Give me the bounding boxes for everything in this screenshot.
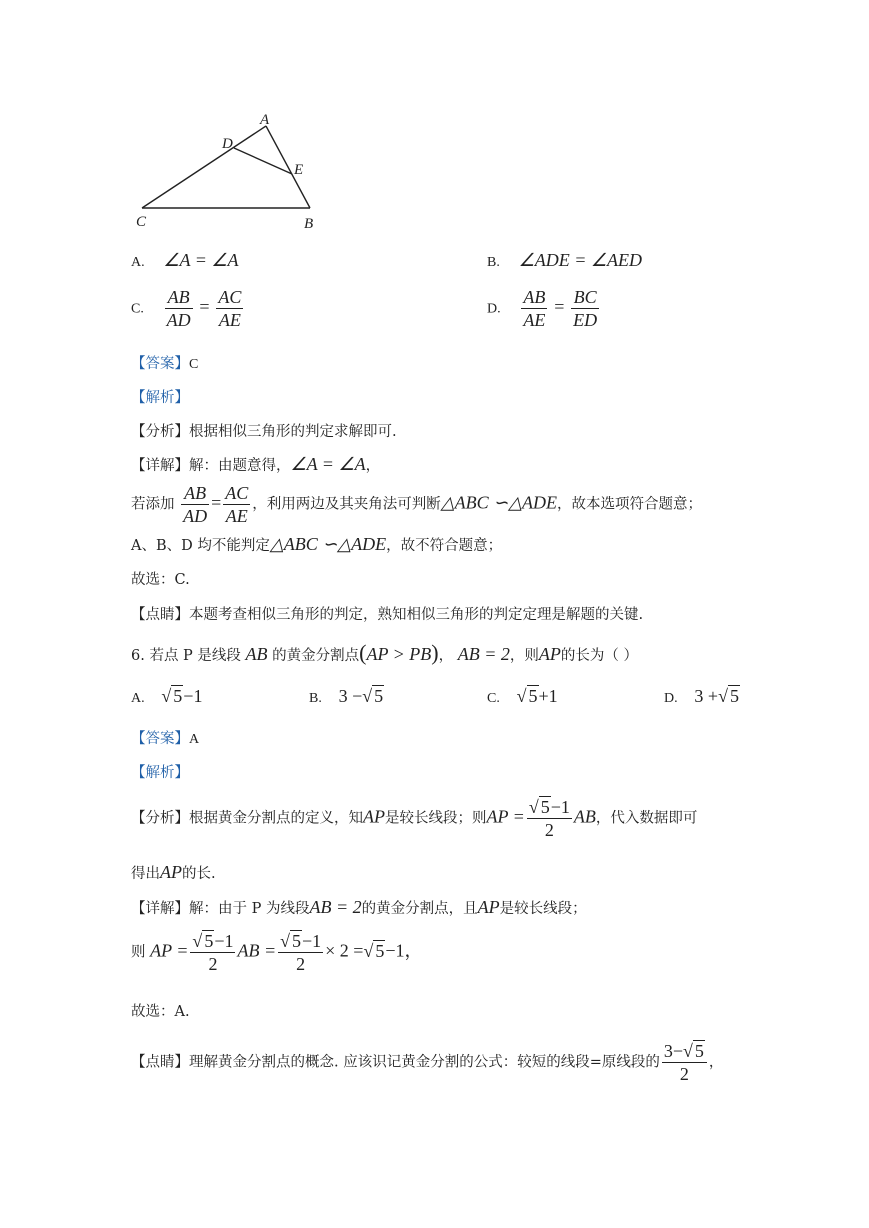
fenxi-ap: AP (363, 806, 385, 827)
q6-answer (131, 727, 199, 748)
sqrt-arg: 5 (528, 686, 538, 706)
frac-num-tail: −1 (214, 931, 234, 951)
similar-triangles: △ABC ∽△ADE (440, 492, 558, 513)
calc-pre: 则 (131, 944, 146, 961)
q6-option-d: D. 3 +√ 5 (664, 686, 739, 706)
option-label: A. (131, 691, 145, 706)
calc-ab: AB = (237, 940, 277, 961)
sqrt-arg: 5 (375, 940, 385, 961)
q6-option-c: C. √ 5+1 (487, 686, 558, 706)
sqrt-arg: 5 (204, 931, 214, 951)
triangle-figure (130, 108, 330, 238)
q5-answer (131, 352, 198, 373)
dianjing-tag: 【点睛】 (131, 607, 189, 623)
option-label: B. (487, 255, 500, 270)
frac-num-tail: −1 (302, 931, 322, 951)
option-label: B. (309, 691, 322, 706)
q5-option-a (131, 250, 239, 271)
frac-num: BC (571, 286, 599, 309)
q5-add-line: 若添加 $\frac{AB}{AD}$ = $\frac{AC}{AE}$ ，利用两边及其夹角法可判断△ABC ∽△ADE，故本选项符合题意； (131, 483, 703, 526)
option-label: A. (131, 255, 145, 270)
option-c-text: +1 (538, 686, 558, 706)
xiangjie-math: ∠A = ∠A (290, 454, 366, 474)
q6-choose: 故选：A. (131, 1004, 190, 1020)
label-d: D (222, 136, 233, 152)
option-label: C. (487, 691, 500, 706)
q5-option-c: C. $\frac{AB}{AD}$ = $\frac{AC}{AE}$ (131, 287, 242, 330)
sqrt-arg: 5 (694, 1041, 704, 1061)
stem-eq: AB = 2 (457, 644, 510, 664)
fenxi-line2-ap: AP (160, 862, 182, 882)
q6-option-a: A. √ 5−1 (131, 686, 203, 706)
frac-num: AB (523, 287, 546, 307)
xiangjie-post: 是较长线段； (499, 901, 587, 917)
q5-choose: 故选：C. (131, 572, 190, 588)
frac-num: AB (165, 286, 193, 309)
label-e: E (294, 162, 304, 178)
frac-den: ED (573, 310, 598, 330)
q5-option-d: D. $\frac{AB}{AE}$ = $\frac{BC}{ED}$ (487, 287, 598, 330)
abd-pre: A、B、D 均不能判定 (131, 538, 270, 554)
calc-times: × 2 = (325, 940, 364, 961)
fenxi-mid: 是较长线段；则 (385, 810, 487, 827)
frac-den: AD (166, 310, 191, 330)
frac-den: 2 (544, 820, 554, 840)
option-label: D. (487, 301, 501, 317)
q6-analysis-tag: 【解析】 (131, 765, 189, 781)
q5-dianjing (131, 603, 643, 624)
stem-end: 的长为（ ） (560, 648, 638, 664)
stem-ab: AB (245, 644, 268, 664)
q5-fenxi (131, 420, 397, 441)
option-d-pre: 3 + (694, 686, 719, 706)
dianjing-text: 本题考查相似三角形的判定，熟知相似三角形的判定定理是解题的关键. (189, 607, 644, 623)
add-post: ，故本选项符合题意； (557, 496, 703, 513)
fenxi-eq: AP = (486, 806, 525, 827)
xiangjie-mid: 的黄金分割点，且 (361, 901, 478, 917)
frac-num-tail: −1 (550, 797, 570, 817)
frac-num: AC (218, 287, 242, 307)
frac-num: AC (225, 483, 249, 503)
label-a: A (260, 112, 270, 128)
xiangjie-ap: AP (477, 897, 500, 917)
option-b-pre: 3 − (338, 686, 363, 706)
fenxi-tag: 【分析】 (131, 810, 189, 827)
fenxi-line2-pre: 得出 (131, 866, 160, 882)
stem-post: ，则 (509, 648, 539, 664)
stem-pre: 6. 若点 P 是线段 (131, 648, 241, 664)
sqrt-arg: 5 (173, 686, 183, 706)
q5-analysis-tag: 【解析】 (131, 390, 189, 406)
frac-den: AD (183, 506, 208, 526)
fenxi-text: 根据相似三角形的判定求解即可. (189, 424, 397, 440)
stem-ap: AP (538, 644, 561, 664)
q6-option-b: B. 3 −√ 5 (309, 686, 384, 706)
fenxi-line2-post: 的长. (182, 866, 216, 882)
answer-tag: 【答案】 (131, 356, 189, 372)
sqrt-arg: 5 (540, 797, 550, 817)
answer-value: A (189, 732, 200, 747)
q5-abd-line (131, 534, 502, 555)
q6-calc: 则 AP = $\frac{√ 5-1}{2}$ AB = $\frac{√ 5-1}{2}$ × 2 =√ 5−1， (131, 931, 423, 974)
option-b-text: ∠ADE = ∠AED (518, 250, 643, 270)
option-label: C. (131, 301, 144, 317)
punct: ， (365, 458, 381, 474)
sqrt-arg: 5 (292, 931, 301, 951)
add-mid: ，利用两边及其夹角法可判断 (252, 496, 441, 513)
label-c: C (136, 214, 147, 230)
add-pre: 若添加 (131, 496, 175, 513)
dianjing-text: 理解黄金分割点的概念. 应该识记黄金分割的公式：较短的线段=原线段的 (189, 1054, 660, 1071)
xiangjie-text: 解：由题意得， (189, 458, 291, 474)
q6-dianjing: 【点睛】理解黄金分割点的概念. 应该识记黄金分割的公式：较短的线段=原线段的 $\frac{3-√ 5}{2}$ ， (131, 1041, 724, 1084)
xiangjie-tag: 【详解】 (131, 458, 189, 474)
frac-den: AE (523, 310, 546, 330)
abd-post: ，故不符合题意； (386, 538, 503, 554)
segment-de (234, 148, 292, 174)
frac-den: 2 (679, 1064, 689, 1084)
q6-xiangjie (131, 897, 587, 918)
calc-end: −1， (385, 940, 423, 961)
q6-stem: 6. 若点 P 是线段 AB 的黄金分割点(AP > PB)， AB = 2，则AP的长为（ ） (131, 640, 638, 665)
similar-triangles: △ABC ∽△ADE (269, 534, 387, 554)
segment-ca (142, 126, 266, 208)
xiangjie-tag: 【详解】 (131, 901, 189, 917)
q5-option-b (487, 250, 642, 271)
label-b: B (304, 216, 314, 232)
answer-value: C (189, 357, 199, 372)
answer-tag: 【答案】 (131, 731, 189, 747)
fenxi-ab: AB (573, 806, 596, 827)
q6-fenxi-line2 (131, 862, 216, 883)
stem-mid: 的黄金分割点 (272, 648, 360, 664)
frac-den: 2 (296, 954, 306, 974)
option-a-text: ∠A = ∠A (163, 250, 239, 270)
sqrt-arg: 5 (729, 686, 739, 706)
segment-ab (266, 126, 310, 208)
dianjing-num-pre: 3− (663, 1041, 684, 1061)
xiangjie-pre: 解：由于 P 为线段 (189, 901, 310, 917)
dianjing-end: ， (708, 1054, 724, 1071)
dianjing-tag: 【点睛】 (131, 1054, 189, 1071)
xiangjie-eq: AB = 2 (309, 897, 362, 917)
q5-xiangjie (131, 454, 380, 475)
fenxi-post: ，代入数据即可 (595, 810, 698, 827)
option-label: D. (664, 691, 678, 706)
calc-ap: AP = (150, 940, 189, 961)
fenxi-pre: 根据黄金分割点的定义，知 (189, 810, 363, 827)
frac-den: AE (225, 506, 248, 526)
frac-num: AB (181, 482, 209, 505)
frac-den: AE (218, 310, 241, 330)
stem-cond: AP > PB (366, 644, 432, 664)
option-a-text: −1 (183, 686, 203, 706)
fenxi-tag: 【分析】 (131, 424, 189, 440)
q6-fenxi: 【分析】根据黄金分割点的定义，知AP是较长线段；则AP = $\frac{√ 5-1}{2}$ AB，代入数据即可 (131, 797, 698, 840)
frac-den: 2 (208, 954, 218, 974)
sqrt-arg: 5 (374, 686, 384, 706)
